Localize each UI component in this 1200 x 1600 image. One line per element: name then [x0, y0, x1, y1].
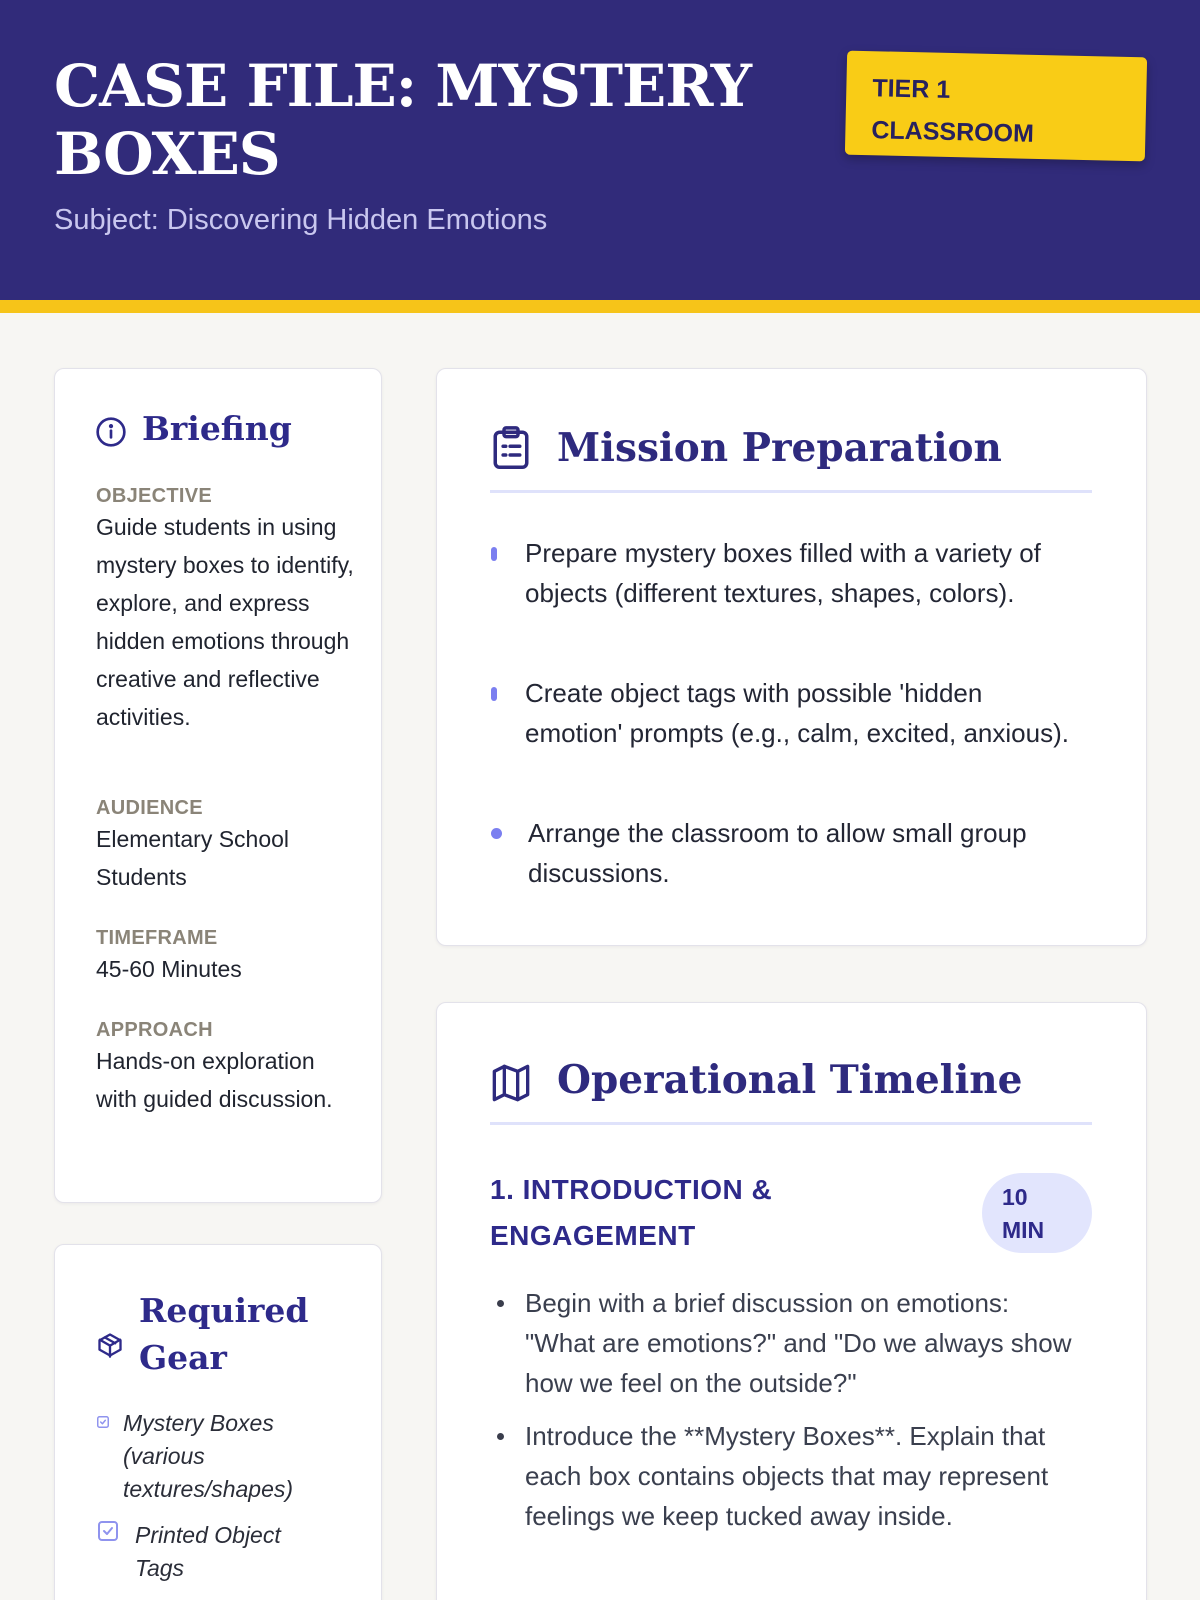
duration-value: 10: [1002, 1184, 1028, 1210]
approach-value: Hands-on exploration with guided discussion.: [96, 1048, 333, 1112]
timeline-divider: [490, 1122, 1092, 1125]
package-icon: [96, 1331, 124, 1359]
page-header: [0, 0, 1200, 300]
duration-unit: MIN: [1002, 1217, 1045, 1243]
required-gear-card: [54, 1244, 382, 1600]
header-accent-stripe: [0, 300, 1200, 313]
audience-value: Elementary School Students: [96, 826, 290, 890]
timeline-step-title: 1. INTRODUCTION & ENGAGEMENT: [490, 1174, 773, 1251]
timeline-point: Begin with a brief discussion on emotions: "What are emotions?" and "Do we always show how we feel on the outside?": [525, 1288, 1072, 1398]
timeframe-label: TIMEFRAME: [96, 927, 218, 949]
mission-item: Arrange the classroom to allow small group discussions.: [528, 818, 1027, 888]
gear-heading-line2: Gear: [139, 1338, 227, 1377]
approach-label: APPROACH: [96, 1019, 213, 1041]
mission-heading: Mission Preparation: [557, 425, 1002, 471]
mission-divider: [490, 490, 1092, 493]
checkbox-icon[interactable]: [96, 1519, 120, 1543]
tier-badge-line1: TIER 1: [872, 74, 951, 104]
checkbox-icon[interactable]: [96, 1415, 110, 1429]
mission-item: Prepare mystery boxes filled with a variety of objects (different textures, shapes, colors).: [525, 538, 1041, 608]
operational-timeline-card: [436, 1002, 1147, 1600]
bullet-marker: [491, 828, 502, 839]
objective-label: OBJECTIVE: [96, 485, 213, 507]
clipboard-icon: [490, 425, 532, 471]
tier-badge-line2: CLASSROOM: [871, 116, 1035, 148]
tier-badge: [845, 51, 1147, 162]
timeline-heading: Operational Timeline: [557, 1057, 1023, 1103]
mission-preparation-card: [436, 368, 1147, 946]
bullet-marker: [491, 687, 497, 701]
briefing-heading: Briefing: [142, 409, 292, 448]
gear-item: Printed Object Tags: [135, 1522, 281, 1581]
briefing-card: [54, 368, 382, 1203]
timeline-point: Introduce the **Mystery Boxes**. Explain that each box contains objects that may represent feelings we keep tucked away inside.: [525, 1421, 1049, 1531]
page-subtitle: Subject: Discovering Hidden Emotions: [54, 204, 548, 236]
bullet-marker: [491, 547, 497, 561]
mission-item: Create object tags with possible 'hidden emotion' prompts (e.g., calm, excited, anxious).: [525, 678, 1069, 748]
bullet-marker: [497, 1433, 504, 1440]
map-icon: [490, 1063, 532, 1103]
bullet-marker: [497, 1300, 504, 1307]
audience-label: AUDIENCE: [96, 797, 203, 819]
gear-heading: [139, 1287, 308, 1381]
objective-value: Guide students in using mystery boxes to identify, explore, and express hidden emotions through creative and reflective activities.: [96, 514, 354, 730]
gear-item: Mystery Boxes (various textures/shapes): [123, 1410, 294, 1502]
gear-heading-line1: Required: [139, 1291, 309, 1330]
timeframe-value: 45-60 Minutes: [96, 956, 242, 982]
info-icon: [95, 416, 127, 448]
duration-chip: [982, 1173, 1092, 1253]
page-title: CASE FILE: MYSTERY BOXES: [54, 52, 752, 188]
